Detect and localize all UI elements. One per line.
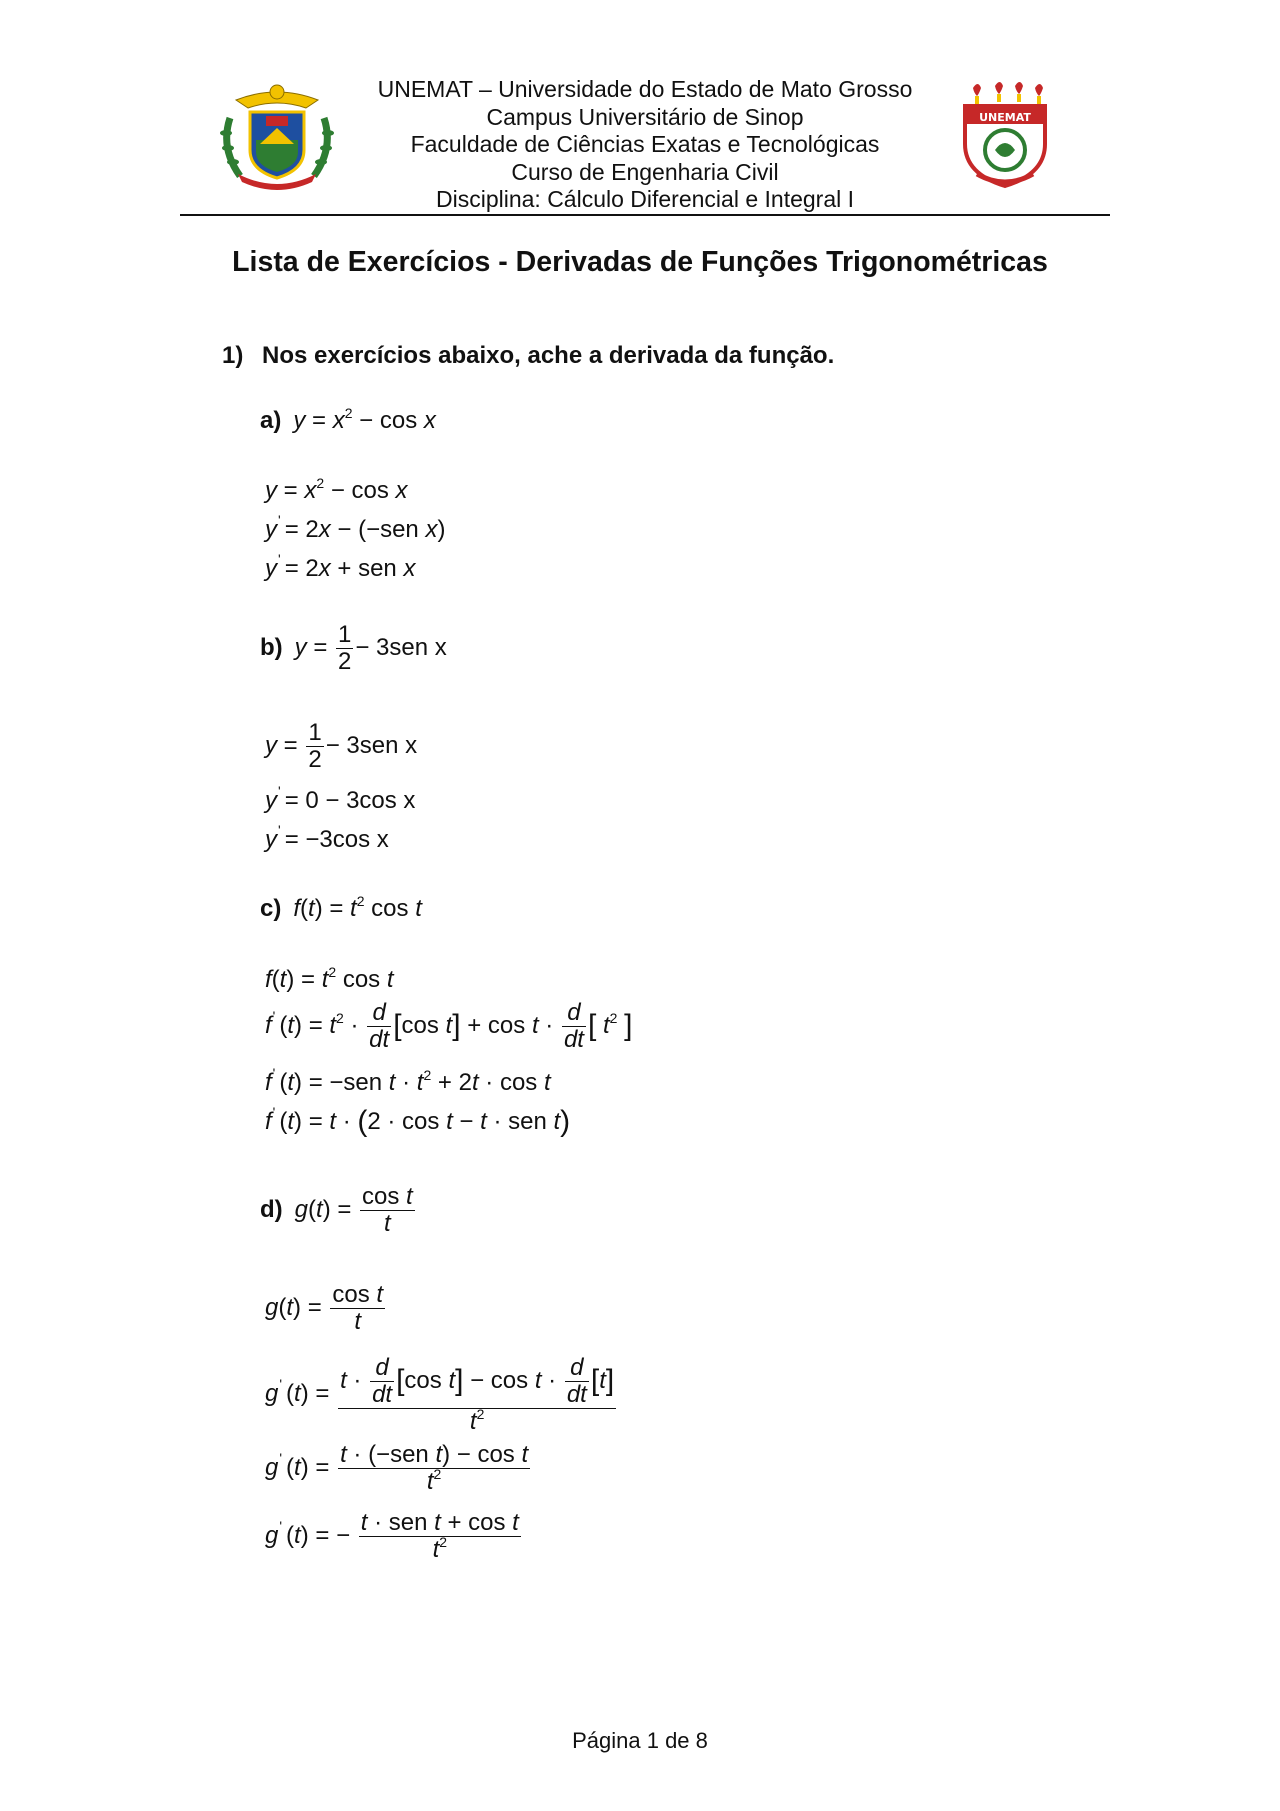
question-text: Nos exercícios abaixo, ache a derivada da função. bbox=[262, 342, 835, 369]
document-header bbox=[180, 74, 1110, 216]
question-number: 1) bbox=[222, 342, 244, 369]
exercise-a-step-1: $y = x^2 - \cos x$ bbox=[265, 475, 408, 504]
header-line-university: UNEMAT – Universidade do Estado de Mato Grosso bbox=[377, 76, 913, 102]
exercise-d-statement: d) g(t) = $\frac{\text{cos t}}{t}$ bbox=[260, 1183, 413, 1237]
exercise-d-step-4: g' (t) = − $\frac{\text{t · sen t + cos t}}{t^2}$ bbox=[265, 1509, 519, 1563]
question-heading bbox=[222, 342, 834, 370]
header-line-course: Curso de Engenharia Civil bbox=[511, 158, 779, 185]
exercise-b-step-2: y' = 0 − 3cos x bbox=[265, 783, 416, 814]
exercise-b-step-1: y = $\frac{1}{2}$ − 3sen x bbox=[265, 719, 418, 773]
exercise-d-step-3: g' (t) = $\frac{\text{t · (−sen t) − cos t}}{t^2}$ bbox=[265, 1441, 529, 1495]
exercise-b-statement: b) y = $\frac{1}{2}$ − 3sen x bbox=[260, 621, 447, 675]
exercise-c-step-1: $f(t) = t^2$ cos t bbox=[265, 964, 394, 993]
unemat-logo-text: UNEMAT bbox=[979, 111, 1031, 124]
page-number: Página 1 de 8 bbox=[572, 1728, 708, 1753]
exercise-c-label: c) bbox=[260, 895, 282, 922]
exercise-b-label: b) bbox=[260, 633, 283, 661]
exercise-a-step-2: y' = 2x − (−sen x) bbox=[265, 512, 446, 543]
exercise-c-step-2: f' $(t) = t^2$ · $\frac{d}{dt}$ [cos t] + cos t · $\frac{d}{dt}$ [ $t^2$ ] bbox=[265, 999, 633, 1053]
exercise-a-statement: a) $y = x^2 - \cos x$ bbox=[260, 405, 436, 434]
exercise-d-step-2: g' (t) = t · $\frac{d}{dt}$ [cos t] − cos t · $\frac{d}{dt}$ [t] $t^2$ bbox=[265, 1353, 615, 1435]
exercise-c-statement: c) $f(t) = t^2$ cos t bbox=[260, 893, 422, 922]
exercise-d-step-1: g(t) = $\frac{\text{cos t}}{t}$ bbox=[265, 1281, 384, 1335]
mato-grosso-crest-logo bbox=[216, 78, 338, 195]
header-line-discipline: Disciplina: Cálculo Diferencial e Integral I bbox=[435, 186, 855, 212]
unemat-logo bbox=[955, 82, 1055, 197]
institution-info bbox=[350, 76, 940, 214]
header-line-faculty: Faculdade de Ciências Exatas e Tecnológicas bbox=[410, 131, 880, 157]
header-divider bbox=[180, 214, 1110, 216]
exercise-a-label: a) bbox=[260, 407, 282, 434]
exercise-a-step-3: y' = 2x + sen x bbox=[265, 551, 416, 582]
header-line-campus: Campus Universitário de Sinop bbox=[486, 103, 804, 130]
exercise-c-step-4: f' (t) = t · (2 · cos t − t · sen t) bbox=[265, 1104, 571, 1138]
page-title: Lista de Exercícios - Derivadas de Funções Trigonométricas bbox=[232, 246, 1048, 278]
exercise-c-step-3: f' (t) = −sen $t \cdot t^2 + 2t \cdot \cos t$ bbox=[265, 1065, 551, 1096]
exercise-b-step-3: y' = −3cos x bbox=[265, 822, 389, 853]
exercise-d-label: d) bbox=[260, 1195, 283, 1223]
